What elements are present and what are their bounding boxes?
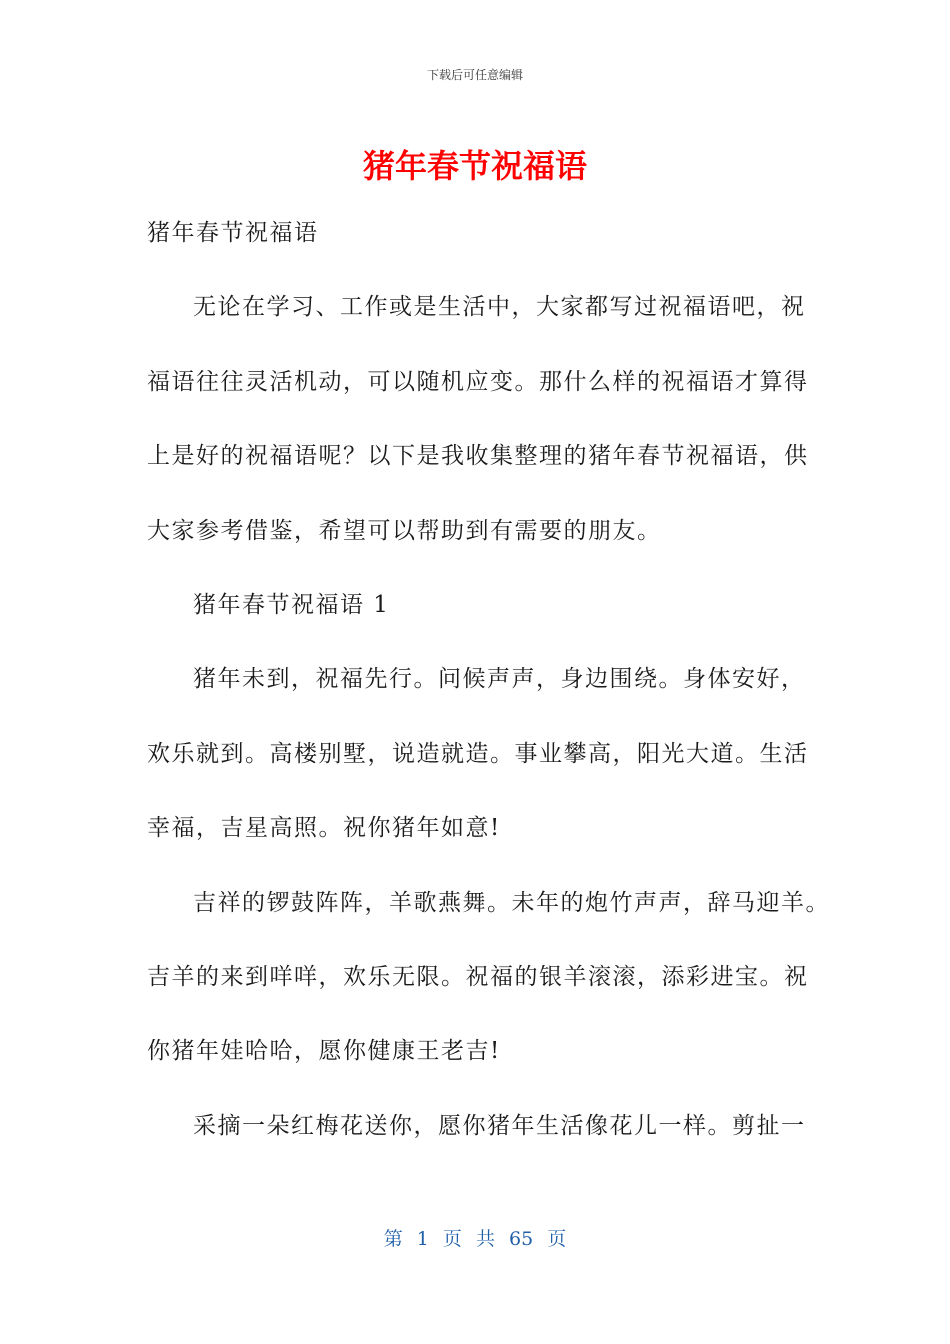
document-title: 猪年春节祝福语 <box>362 147 587 185</box>
paragraph-line: 无论在学习、工作或是生活中，大家都写过祝福语吧，祝 <box>193 294 806 321</box>
paragraph-line: 大家参考借鉴，希望可以帮助到有需要的朋友。 <box>147 517 662 544</box>
paragraph-line: 吉羊的来到咩咩，欢乐无限。祝福的银羊滚滚，添彩进宝。祝 <box>147 964 809 991</box>
section-heading: 猪年春节祝福语 1 <box>193 592 390 619</box>
subtitle-line: 猪年春节祝福语 <box>147 220 319 246</box>
page-number: 第 1 页 共 65 页 <box>383 1228 567 1250</box>
paragraph-line: 你猪年娃哈哈，愿你健康王老吉! <box>147 1038 501 1065</box>
paragraph-line: 猪年未到，祝福先行。问候声声，身边围绕。身体安好， <box>193 666 806 693</box>
header-note: 下载后可任意编辑 <box>426 68 523 82</box>
paragraph-line: 采摘一朵红梅花送你，愿你猪年生活像花儿一样。剪扯一 <box>193 1112 806 1139</box>
paragraph-line: 吉祥的锣鼓阵阵，羊歌燕舞。未年的炮竹声声，辞马迎羊。 <box>193 889 830 916</box>
paragraph-line: 上是好的祝福语呢？以下是我收集整理的猪年春节祝福语，供 <box>147 443 809 470</box>
paragraph-line: 福语往往灵活机动，可以随机应变。那什么样的祝福语才算得 <box>147 368 809 395</box>
document-body <box>147 196 830 1163</box>
paragraph-line: 欢乐就到。高楼别墅，说造就造。事业攀高，阳光大道。生活 <box>147 740 809 767</box>
paragraph-line: 幸福，吉星高照。祝你猪年如意! <box>147 815 501 842</box>
